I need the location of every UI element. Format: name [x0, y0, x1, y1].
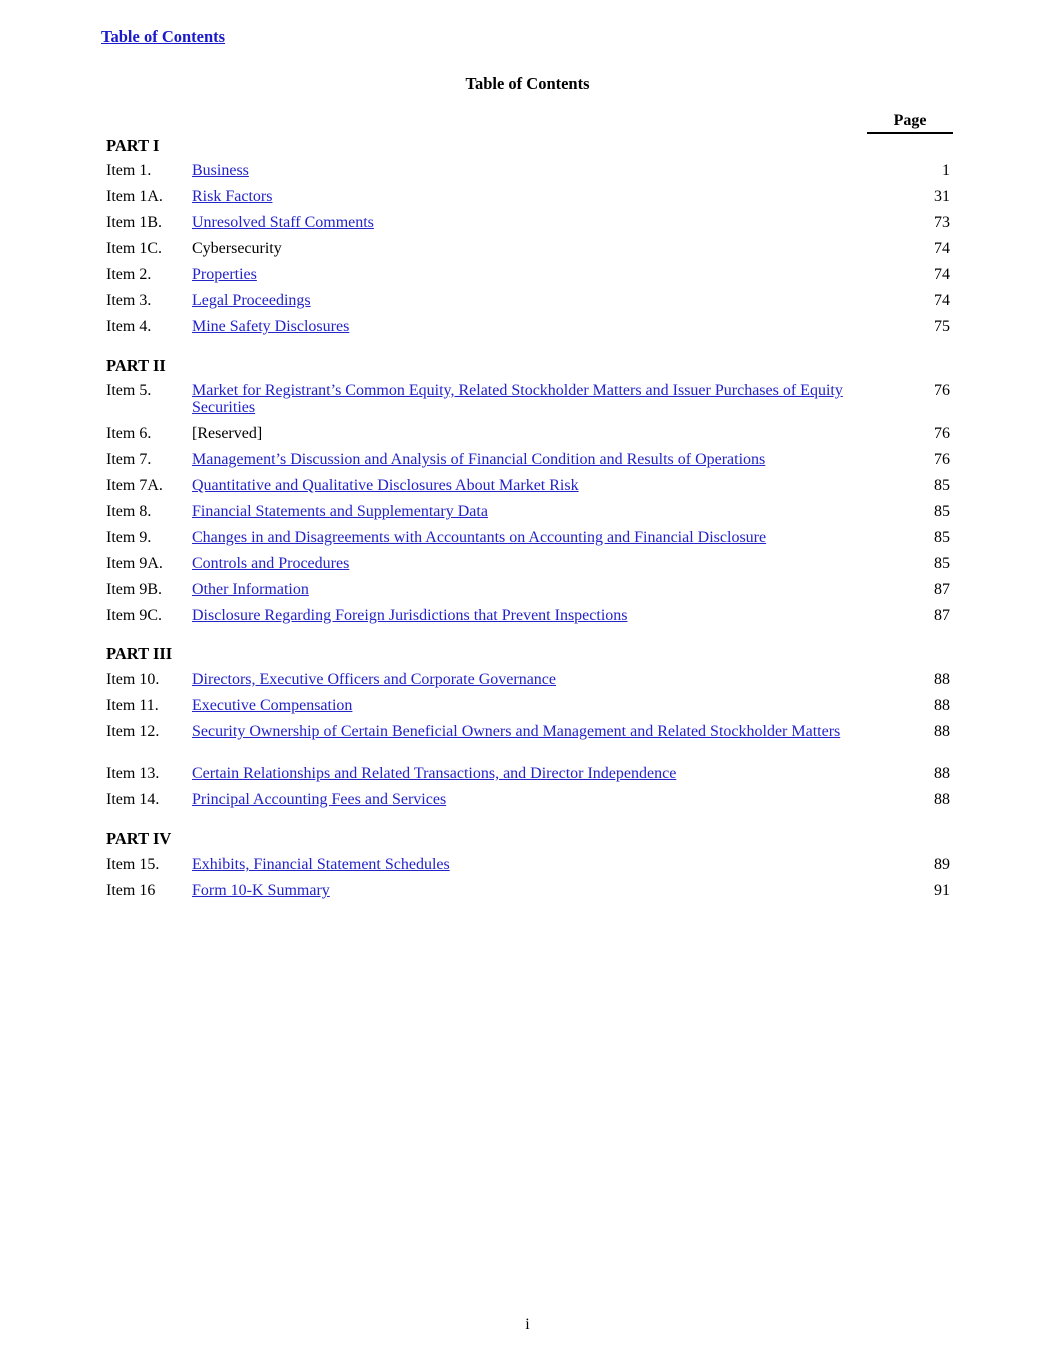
page-number: 73	[934, 214, 950, 231]
page-number: 1	[942, 162, 950, 179]
page-number: 85	[934, 529, 950, 546]
item-number: Item 16	[106, 882, 156, 899]
toc-link-accounting-fees[interactable]: Principal Accounting Fees and Services	[192, 791, 447, 808]
part-heading: PART III	[106, 644, 173, 663]
item-number: Item 10.	[106, 671, 160, 688]
toc-link-market-for-registrants-common-equity[interactable]: Market for Registrant’s Common Equity, Related Stockholder Matters and Issuer Purchases of Equity Securities	[192, 382, 843, 416]
part-heading: PART IV	[106, 829, 172, 848]
page-number: 87	[934, 607, 950, 624]
page-number: 88	[934, 671, 950, 688]
toc-link-risk-factors[interactable]: Risk Factors	[192, 188, 273, 205]
page-number: 85	[934, 477, 950, 494]
page-number: 88	[934, 723, 950, 740]
toc-link-form-10k-summary[interactable]: Form 10-K Summary	[192, 882, 330, 899]
toc-link-certain-relationships[interactable]: Certain Relationships and Related Transactions, and Director Independence	[192, 765, 677, 782]
page-number: 88	[934, 697, 950, 714]
page-number: 89	[934, 856, 950, 873]
toc-text-reserved: [Reserved]	[192, 425, 263, 442]
page-folio: i	[525, 1316, 530, 1333]
item-number: Item 7A.	[106, 477, 163, 494]
item-number: Item 3.	[106, 292, 152, 309]
toc-link-properties[interactable]: Properties	[192, 266, 257, 283]
page-number: 76	[934, 425, 950, 442]
toc-link-executive-compensation[interactable]: Executive Compensation	[192, 697, 353, 714]
item-number: Item 14.	[106, 791, 160, 808]
toc-link-other-information[interactable]: Other Information	[192, 581, 309, 598]
toc-link-business[interactable]: Business	[192, 162, 249, 179]
item-number: Item 1C.	[106, 240, 162, 257]
toc-link-security-ownership[interactable]: Security Ownership of Certain Beneficial Owners and Management and Related Stockholder Matters	[192, 723, 841, 740]
page-number: 75	[934, 318, 950, 335]
item-number: Item 9C.	[106, 607, 162, 624]
toc-link-mine-safety-disclosures[interactable]: Mine Safety Disclosures	[192, 318, 350, 335]
item-number: Item 1A.	[106, 188, 163, 205]
toc-link-market-risk[interactable]: Quantitative and Qualitative Disclosures About Market Risk	[192, 477, 579, 494]
toc-link-exhibits[interactable]: Exhibits, Financial Statement Schedules	[192, 856, 450, 873]
item-number: Item 8.	[106, 503, 152, 520]
toc-link-directors-officers[interactable]: Directors, Executive Officers and Corporate Governance	[192, 671, 556, 688]
item-number: Item 1.	[106, 162, 152, 179]
page-number: 74	[934, 266, 950, 283]
page-number: 87	[934, 581, 950, 598]
toc-link-controls-procedures[interactable]: Controls and Procedures	[192, 555, 350, 572]
page-number: 85	[934, 555, 950, 572]
page-number: 91	[934, 882, 950, 899]
page-number: 76	[934, 451, 950, 468]
toc-link-foreign-jurisdictions[interactable]: Disclosure Regarding Foreign Jurisdictions that Prevent Inspections	[192, 607, 628, 624]
page-title: Table of Contents	[465, 74, 590, 93]
item-number: Item 9.	[106, 529, 152, 546]
page-number: 31	[934, 188, 950, 205]
item-number: Item 15.	[106, 856, 160, 873]
toc-link-unresolved-staff-comments[interactable]: Unresolved Staff Comments	[192, 214, 374, 231]
page-number: 88	[934, 791, 950, 808]
item-number: Item 6.	[106, 425, 152, 442]
item-number: Item 13.	[106, 765, 160, 782]
page-number: 76	[934, 382, 950, 399]
item-number: Item 4.	[106, 318, 152, 335]
toc-link-financial-statements[interactable]: Financial Statements and Supplementary Data	[192, 503, 488, 520]
item-number: Item 9B.	[106, 581, 162, 598]
item-number: Item 7.	[106, 451, 152, 468]
part-heading: PART I	[106, 136, 160, 155]
part-heading: PART II	[106, 356, 166, 375]
page-column-header: Page	[867, 112, 953, 134]
page-number: 74	[934, 292, 950, 309]
toc-link-changes-disagreements[interactable]: Changes in and Disagreements with Accountants on Accounting and Financial Disclosure	[192, 529, 767, 546]
item-number: Item 12.	[106, 723, 160, 740]
item-number: Item 11.	[106, 697, 159, 714]
item-number: Item 1B.	[106, 214, 162, 231]
item-number: Item 9A.	[106, 555, 163, 572]
toc-link-mdna[interactable]: Management’s Discussion and Analysis of Financial Condition and Results of Operations	[192, 451, 766, 468]
page-number: 74	[934, 240, 950, 257]
table-of-contents-link[interactable]: Table of Contents	[101, 27, 226, 46]
toc-text-cybersecurity: Cybersecurity	[192, 240, 282, 257]
item-number: Item 5.	[106, 382, 152, 399]
page-number: 88	[934, 765, 950, 782]
toc-link-legal-proceedings[interactable]: Legal Proceedings	[192, 292, 311, 309]
page-number: 85	[934, 503, 950, 520]
item-number: Item 2.	[106, 266, 152, 283]
